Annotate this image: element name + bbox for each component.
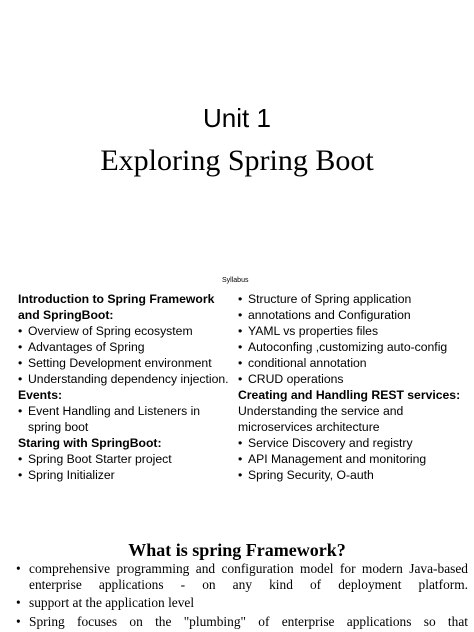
list-item — [18, 451, 232, 467]
list-item — [18, 355, 232, 371]
bullet-icon: • — [238, 372, 243, 386]
list-item-text: Spring focuses on the "plumbing" of enterprise applications so that — [29, 614, 468, 629]
list-item — [238, 451, 470, 467]
list-item-text: comprehensive programming and configuration model for modern Java-based enterprise applications - on any kind of deployment platform. — [29, 561, 468, 592]
section-heading: Events: — [18, 388, 63, 402]
section-heading: Staring with SpringBoot: — [18, 436, 162, 450]
list-item-text: Spring Initializer — [28, 468, 115, 482]
list-item-text: Structure of Spring application — [248, 292, 412, 306]
list-item-text: Autoconfing ,customizing auto-config — [248, 340, 448, 354]
list-item-text: API Management and monitoring — [248, 452, 427, 466]
list-item-text: Spring Security, O-auth — [248, 468, 374, 482]
list-item-text: YAML vs properties files — [248, 324, 379, 338]
list-item-text: Service Discovery and registry — [248, 436, 413, 450]
list-item — [238, 355, 470, 371]
bullet-icon: • — [16, 595, 21, 610]
bullet-icon: • — [18, 372, 23, 386]
list-item-text: support at the application level — [29, 595, 195, 610]
list-item — [18, 403, 232, 435]
bullet-icon: • — [16, 614, 21, 629]
bullet-icon: • — [18, 340, 23, 354]
bullet-icon: • — [238, 340, 243, 354]
list-item — [238, 291, 470, 307]
bullet-icon: • — [238, 324, 243, 338]
list-item-text: Event Handling and Listeners in spring boot — [28, 404, 201, 434]
slide-unit-number: Unit 1 — [203, 103, 271, 133]
list-item — [18, 323, 232, 339]
definition-list — [16, 561, 468, 630]
list-item — [18, 467, 232, 483]
list-item-text: Overview of Spring ecosystem — [28, 324, 193, 338]
list-item-text: CRUD operations — [248, 372, 344, 386]
syllabus-right-column — [238, 291, 470, 483]
bullet-icon: • — [238, 356, 243, 370]
bullet-icon: • — [238, 452, 243, 466]
syllabus-label: Syllabus — [222, 277, 249, 284]
list-item — [238, 467, 470, 483]
bullet-icon: • — [18, 324, 23, 338]
list-item-text: Advantages of Spring — [28, 340, 145, 354]
bullet-icon: • — [238, 468, 243, 482]
list-item — [16, 561, 468, 593]
section-title: What is spring Framework? — [128, 540, 346, 560]
bullet-icon: • — [238, 292, 243, 306]
list-item — [16, 614, 468, 630]
slide-title: Exploring Spring Boot — [100, 144, 374, 177]
list-item-text: Understanding dependency injection. — [28, 372, 229, 386]
list-item-text: annotations and Configuration — [248, 308, 411, 322]
list-item — [238, 371, 470, 387]
bullet-icon: • — [238, 308, 243, 322]
bullet-icon: • — [18, 356, 23, 370]
bullet-icon: • — [18, 452, 23, 466]
syllabus-left-column — [18, 291, 232, 483]
list-item — [238, 435, 470, 451]
list-item-text: conditional annotation — [248, 356, 367, 370]
list-item — [238, 339, 470, 355]
list-item-text: Setting Development environment — [28, 356, 212, 370]
list-item — [16, 595, 468, 611]
list-item — [18, 339, 232, 355]
body-text: Understanding the service and microservices architecture — [238, 404, 404, 434]
bullet-icon: • — [18, 404, 23, 418]
bullet-icon: • — [18, 468, 23, 482]
bullet-icon: • — [238, 436, 243, 450]
list-item — [238, 307, 470, 323]
section-heading: Introduction to Spring Framework and SpringBoot: — [18, 292, 215, 322]
list-item — [238, 323, 470, 339]
list-item-text: Spring Boot Starter project — [28, 452, 172, 466]
section-heading: Creating and Handling REST services: — [238, 388, 461, 402]
bullet-icon: • — [16, 561, 21, 576]
list-item — [18, 371, 232, 387]
